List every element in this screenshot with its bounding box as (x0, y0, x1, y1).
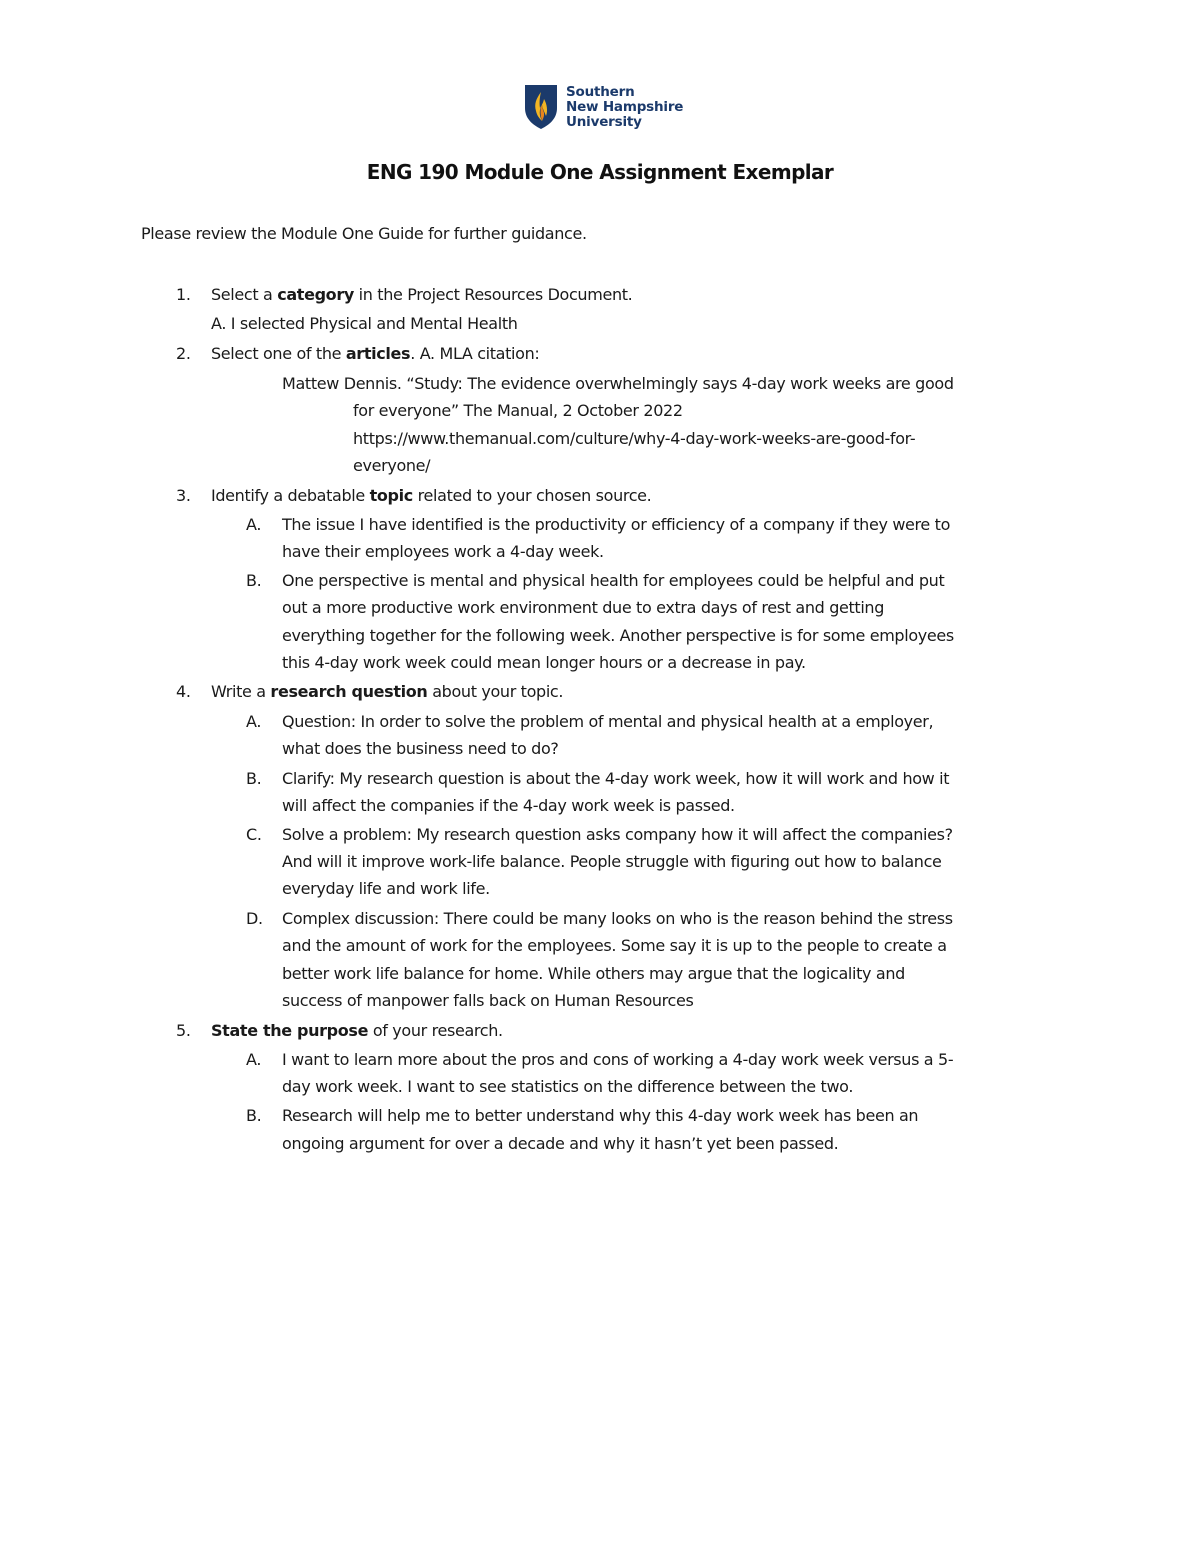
list-item: Write a research question about your topic. (211, 682, 564, 701)
sub-answer: A. I selected Physical and Mental Health (211, 314, 518, 333)
emphasis: research question (270, 682, 428, 701)
shield-flame-icon (524, 84, 558, 130)
sub-letter: A. (246, 515, 262, 534)
sub-line: ongoing argument for over a decade and why it hasn’t yet been passed. (282, 1134, 839, 1153)
sub-line: Clarify: My research question is about the 4-day work week, how it will work and how it (282, 769, 950, 788)
list-number: 5. (176, 1021, 191, 1040)
intro-text: Please review the Module One Guide for further guidance. (141, 224, 587, 243)
sub-letter: A. (246, 712, 262, 731)
sub-line: Question: In order to solve the problem of mental and physical health at a employer, (282, 712, 934, 731)
citation-link: everyone/ (353, 456, 431, 475)
list-item: Select one of the articles. A. MLA citation: (211, 344, 540, 363)
sub-line: everyday life and work life. (282, 879, 490, 898)
sub-letter: B. (246, 571, 262, 590)
list-item: Identify a debatable topic related to your chosen source. (211, 486, 652, 505)
sub-line: have their employees work a 4-day week. (282, 542, 604, 561)
sub-line: will affect the companies if the 4-day work week is passed. (282, 796, 735, 815)
sub-line: And will it improve work-life balance. People struggle with figuring out how to balance (282, 852, 942, 871)
citation-line: Mattew Dennis. “Study: The evidence overwhelmingly says 4-day work weeks are good (282, 374, 954, 393)
list-item: Select a category in the Project Resources Document. (211, 285, 633, 304)
sub-letter: D. (246, 909, 263, 928)
sub-letter: A. (246, 1050, 262, 1069)
page-title: ENG 190 Module One Assignment Exemplar (366, 160, 834, 184)
sub-line: Solve a problem: My research question asks company how it will affect the companies? (282, 825, 953, 844)
list-item: State the purpose of your research. (211, 1021, 503, 1040)
sub-line: I want to learn more about the pros and cons of working a 4-day work week versus a 5- (282, 1050, 954, 1069)
emphasis: category (277, 285, 354, 304)
list-number: 4. (176, 682, 191, 701)
list-number: 2. (176, 344, 191, 363)
emphasis: topic (369, 486, 413, 505)
sub-line: The issue I have identified is the productivity or efficiency of a company if they were to (282, 515, 951, 534)
citation-line: for everyone” The Manual, 2 October 2022 (353, 401, 683, 420)
sub-line: out a more productive work environment due to extra days of rest and getting (282, 598, 885, 617)
sub-line: day work week. I want to see statistics on the difference between the two. (282, 1077, 854, 1096)
sub-line: what does the business need to do? (282, 739, 559, 758)
sub-line: One perspective is mental and physical health for employees could be helpful and put (282, 571, 945, 590)
logo-wordmark (566, 85, 683, 130)
logo-line-2: New Hampshire (566, 98, 684, 115)
sub-letter: C. (246, 825, 262, 844)
sub-line: better work life balance for home. While others may argue that the logicality and (282, 964, 905, 983)
list-number: 1. (176, 285, 191, 304)
sub-letter: B. (246, 769, 262, 788)
sub-line: Complex discussion: There could be many looks on who is the reason behind the stress (282, 909, 953, 928)
citation-link: https://www.themanual.com/culture/why-4-day-work-weeks-are-good-for- (353, 429, 916, 448)
emphasis: articles (345, 344, 411, 363)
sub-line: Research will help me to better understand why this 4-day work week has been an (282, 1106, 919, 1125)
logo-line-3: University (566, 113, 642, 130)
logo-line-1: Southern (566, 83, 635, 100)
snhu-logo (524, 84, 683, 130)
sub-letter: B. (246, 1106, 262, 1125)
sub-line: success of manpower falls back on Human Resources (282, 991, 694, 1010)
list-number: 3. (176, 486, 191, 505)
sub-line: and the amount of work for the employees. Some say it is up to the people to create a (282, 936, 947, 955)
sub-line: everything together for the following week. Another perspective is for some employees (282, 626, 954, 645)
emphasis: State the purpose (211, 1021, 369, 1040)
sub-line: this 4-day work week could mean longer hours or a decrease in pay. (282, 653, 806, 672)
